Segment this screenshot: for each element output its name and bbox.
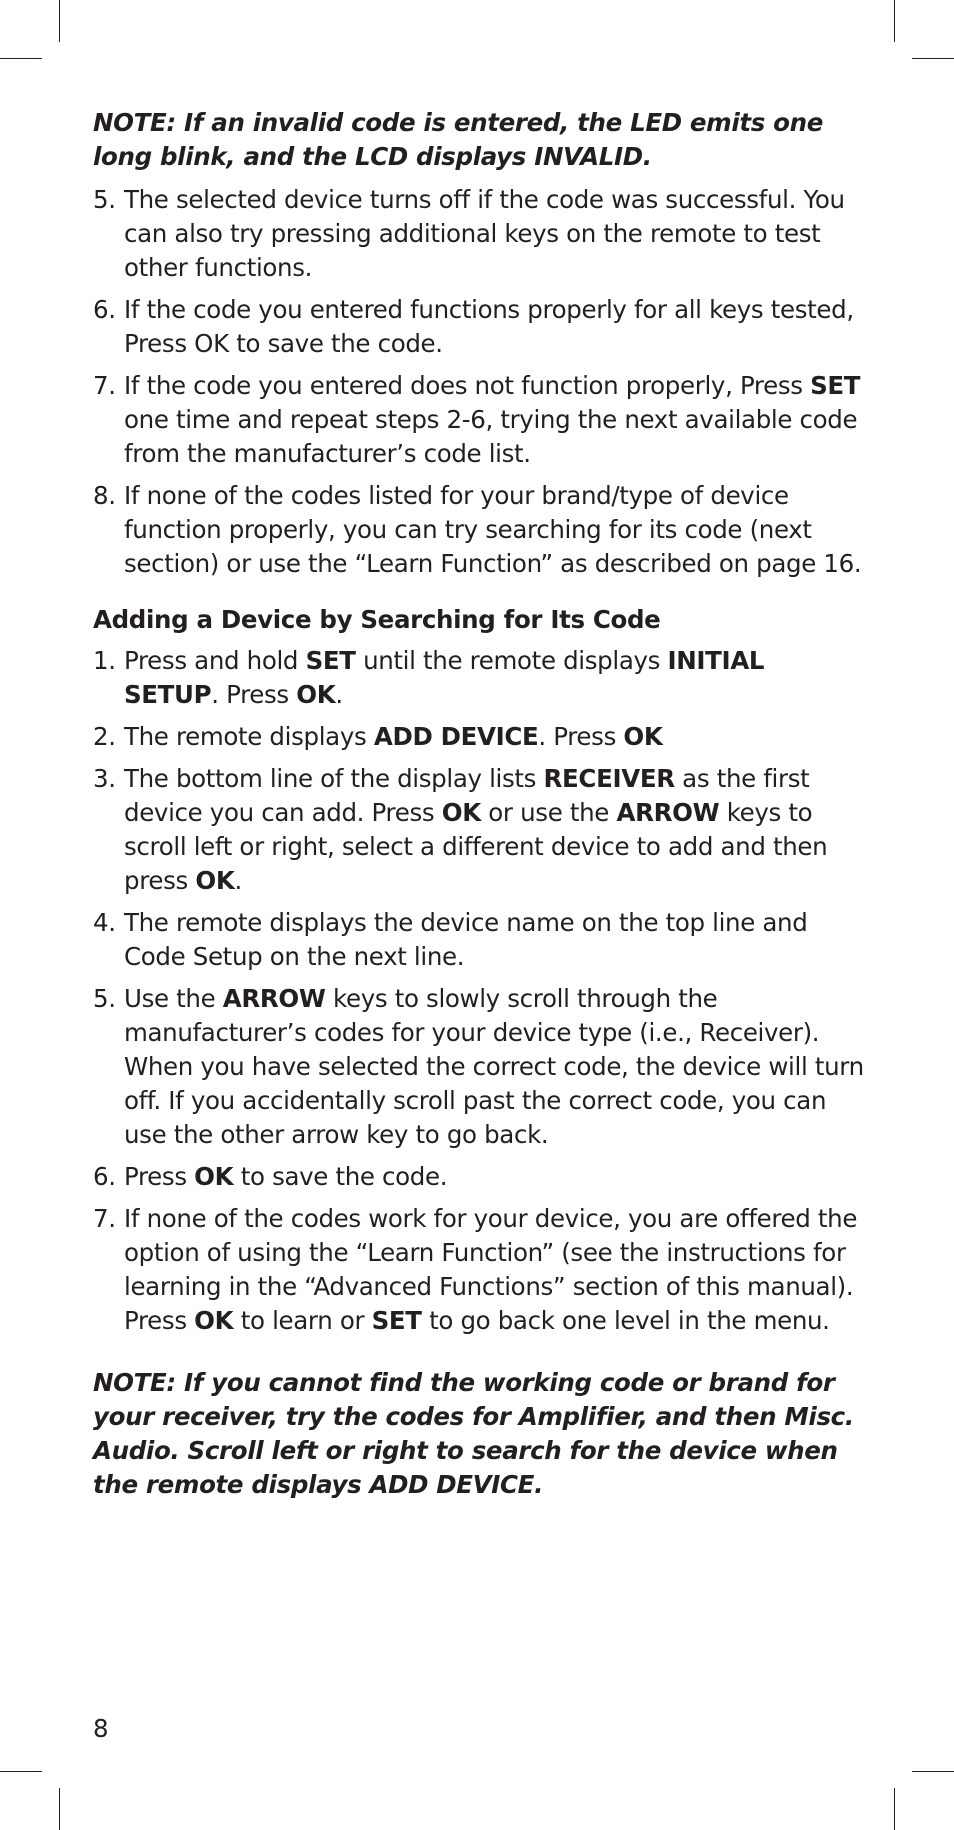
step-text: The bottom line of the display lists RECEIVER as the first device you can add. Press OK or use the ARROW keys to scroll left or right, select a different device to add and then press OK.	[124, 764, 828, 895]
step-number: 1.	[93, 646, 116, 675]
display-label: RECEIVER	[543, 764, 675, 793]
section-heading: Adding a Device by Searching for Its Code	[93, 605, 661, 634]
step-text: Press and hold SET until the remote displays INITIAL SETUP. Press OK.	[124, 646, 765, 709]
step-number: 7.	[93, 1204, 116, 1233]
key-label: ARROW	[222, 984, 326, 1013]
step-number: 3.	[93, 764, 116, 793]
crop-mark	[912, 1771, 954, 1772]
step-text: The selected device turns off if the code was successful. You can also try pressing additional keys on the remote to test other functions.	[124, 185, 845, 282]
display-label: INITIAL SETUP	[124, 646, 765, 709]
list-item	[93, 906, 865, 974]
list-item	[93, 1202, 865, 1338]
key-label: OK	[441, 798, 481, 827]
key-label: SET	[371, 1306, 422, 1335]
step-number: 5.	[93, 984, 116, 1013]
list-item	[93, 479, 865, 581]
key-label: ARROW	[616, 798, 720, 827]
step-text: Use the ARROW keys to slowly scroll through the manufacturer’s codes for your device type (i.e., Receiver). When you have selected the correct code, the device will turn off. If you accidentally scroll past the correct code, you can use the other arrow key to go back.	[124, 984, 864, 1149]
step-number: 5.	[93, 185, 116, 214]
crop-mark	[894, 0, 895, 42]
key-label: OK	[623, 722, 663, 751]
key-label: SET	[305, 646, 356, 675]
setup-steps-list	[93, 183, 865, 581]
crop-mark	[0, 1771, 42, 1772]
crop-mark	[894, 1788, 895, 1830]
step-text: If the code you entered functions properly for all keys tested, Press OK to save the code.	[124, 295, 854, 358]
display-label: ADD DEVICE	[373, 722, 539, 751]
page-number: 8	[93, 1714, 109, 1743]
step-text: If none of the codes listed for your brand/type of device function properly, you can try searching for its code (next section) or use the “Learn Function” as described on page 16.	[124, 481, 862, 578]
step-text: If the code you entered does not function properly, Press SET one time and repeat steps 2-6, trying the next available code from the manufacturer’s code list.	[124, 371, 861, 468]
page-content	[93, 106, 865, 1502]
list-item	[93, 369, 865, 471]
list-item	[93, 1160, 865, 1194]
step-number: 4.	[93, 908, 116, 937]
key-label: OK	[194, 1162, 234, 1191]
step-number: 7.	[93, 371, 116, 400]
step-number: 8.	[93, 481, 116, 510]
list-item	[93, 293, 865, 361]
step-text: Press OK to save the code.	[124, 1162, 448, 1191]
search-steps-list	[93, 644, 865, 1338]
list-item	[93, 720, 865, 754]
step-number: 6.	[93, 1162, 116, 1191]
list-item	[93, 183, 865, 285]
key-label: OK	[195, 866, 235, 895]
crop-mark	[59, 0, 60, 42]
crop-mark	[59, 1788, 60, 1830]
list-item	[93, 644, 865, 712]
step-text: If none of the codes work for your device, you are offered the option of using the “Learn Function” (see the instructions for learning in the “Advanced Functions” section of this manual). Press OK to learn or SET to go back one level in the menu.	[124, 1204, 858, 1335]
key-label: OK	[296, 680, 336, 709]
step-text: The remote displays ADD DEVICE. Press OK	[124, 722, 663, 751]
step-text: The remote displays the device name on the top line and Code Setup on the next line.	[124, 908, 808, 971]
list-item	[93, 762, 865, 898]
crop-mark	[0, 58, 42, 59]
crop-mark	[912, 58, 954, 59]
list-item	[93, 982, 865, 1152]
note-invalid-code: NOTE: If an invalid code is entered, the LED emits one long blink, and the LCD displays INVALID.	[93, 108, 824, 171]
key-label: SET	[810, 371, 861, 400]
step-number: 6.	[93, 295, 116, 324]
note-receiver-codes: NOTE: If you cannot find the working code or brand for your receiver, try the codes for Amplifier, and then Misc. Audio. Scroll left or right to search for the device when the remote displays ADD DEVICE.	[93, 1368, 854, 1499]
key-label: OK	[194, 1306, 234, 1335]
step-number: 2.	[93, 722, 116, 751]
